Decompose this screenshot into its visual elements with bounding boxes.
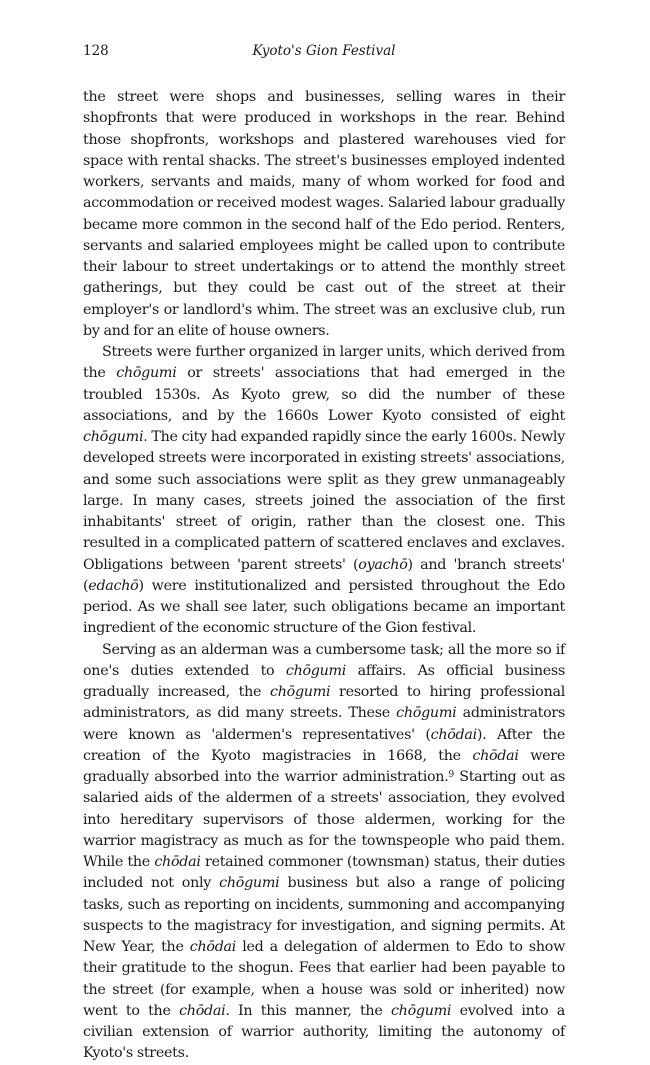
text-run: Starting out as salaried aids of the aldermen of a streets' association, they evolved into hereditary supervisors of those aldermen, working for the warrior magistracy as much as for the townspeople who paid them. While the xyxy=(83,769,565,870)
text-run: were gradually absorbed into the warrior administration. xyxy=(83,747,566,785)
text-run: . The city had expanded rapidly since the early 1600s. Newly developed streets were incorporated in existing streets' associations, and some such associations were split as they grew unmanageably large. In many cases, streets joined the association of the first inhabitants' street of origin, rather than the closest one. This resulted in a complicated pattern of scattered enclaves and exclaves. Obligations between 'parent streets' ( xyxy=(83,429,565,573)
running-title: Kyoto's Gion Festival xyxy=(252,43,396,59)
italic-term: chōdai xyxy=(154,854,201,870)
italic-term: chōgumi xyxy=(285,662,347,679)
italic-term: chōgumi xyxy=(116,365,177,382)
italic-term: chōgumi xyxy=(396,705,457,722)
text-run: the street were shops and businesses, selling wares in their shopfronts that were produced in workshops in the rear. Behind those shopfronts, workshops and plastered warehouses vied for space with rental shacks. The street's businesses employed indented workers, servants and maids, many of whom worked for food and accommodation or received modest wages. Salaried labour gradually became more common in the second half of the Edo period. Renters, servants and salaried employees might be called upon to contribute their labour to street undertakings or to attend the monthly street gatherings, but they could be cast out of the street at their employer's or landlord's whim. The street was an exclusive club, run by and for an elite of house owners. xyxy=(83,89,565,339)
italic-term: chōdai xyxy=(189,939,237,955)
italic-term: chōgumi xyxy=(390,1002,452,1019)
paragraph xyxy=(83,640,565,1065)
paragraph xyxy=(83,87,565,342)
italic-term: chōgumi xyxy=(270,684,331,700)
paragraph xyxy=(83,342,565,640)
text-run: affairs. As official business gradually increased, the xyxy=(83,662,565,700)
text-run: ) and 'branch streets' ( xyxy=(83,556,565,594)
italic-term: edachō xyxy=(88,577,139,594)
text-run: resorted to hiring professional administrators, as did many streets. These xyxy=(83,684,565,722)
italic-term: chōdai xyxy=(472,747,519,764)
italic-term: oyachō xyxy=(358,556,408,573)
text-run: or streets' associations that had emerged in the troubled 1530s. As Kyoto grew, so did the number of these associations, and by the 1660s Lower Kyoto consisted of eight xyxy=(83,365,566,424)
text-run: retained commoner (townsman) status, their duties included not only xyxy=(83,854,565,892)
text-run: business but also a range of policing tasks, such as reporting on incidents, summoning and accompanying suspects to the magistracy for investigation, and signing permits. At New Year, the xyxy=(83,875,565,955)
italic-term: chōdai xyxy=(430,726,477,743)
text-run: ). After the creation of the Kyoto magistracies in 1668, the xyxy=(83,726,565,764)
italic-term: chōdai xyxy=(179,1002,226,1019)
text-run: Streets were further organized in larger units, which derived from the xyxy=(83,344,565,382)
text-run: evolved into a civilian extension of warrior authority, limiting the autonomy of Kyoto's streets. xyxy=(83,1002,565,1062)
text-run: Serving as an alderman was a cumbersome task; all the more so if one's duties extended to xyxy=(83,641,565,679)
text-run: ) were institutionalized and persisted throughout the Edo period. As we shall see later, such obligations became an important ingredient of the economic structure of the Gion festival. xyxy=(83,577,565,637)
text-run: administrators were known as 'aldermen's representatives' ( xyxy=(83,705,565,743)
text-run: . In this manner, the xyxy=(225,1002,391,1019)
text-run: led a delegation of aldermen to Edo to show their gratitude to the shogun. Fees that earlier had been payable to the street (for example, when a house was sold or inherited) now went to the xyxy=(83,939,566,1019)
page-number: 128 xyxy=(83,43,109,59)
italic-term: chōgumi xyxy=(219,875,280,892)
italic-term: chōgumi xyxy=(83,429,144,445)
body-text xyxy=(83,87,565,1065)
page-header xyxy=(83,43,565,63)
footnote-marker: 9 xyxy=(448,770,454,780)
